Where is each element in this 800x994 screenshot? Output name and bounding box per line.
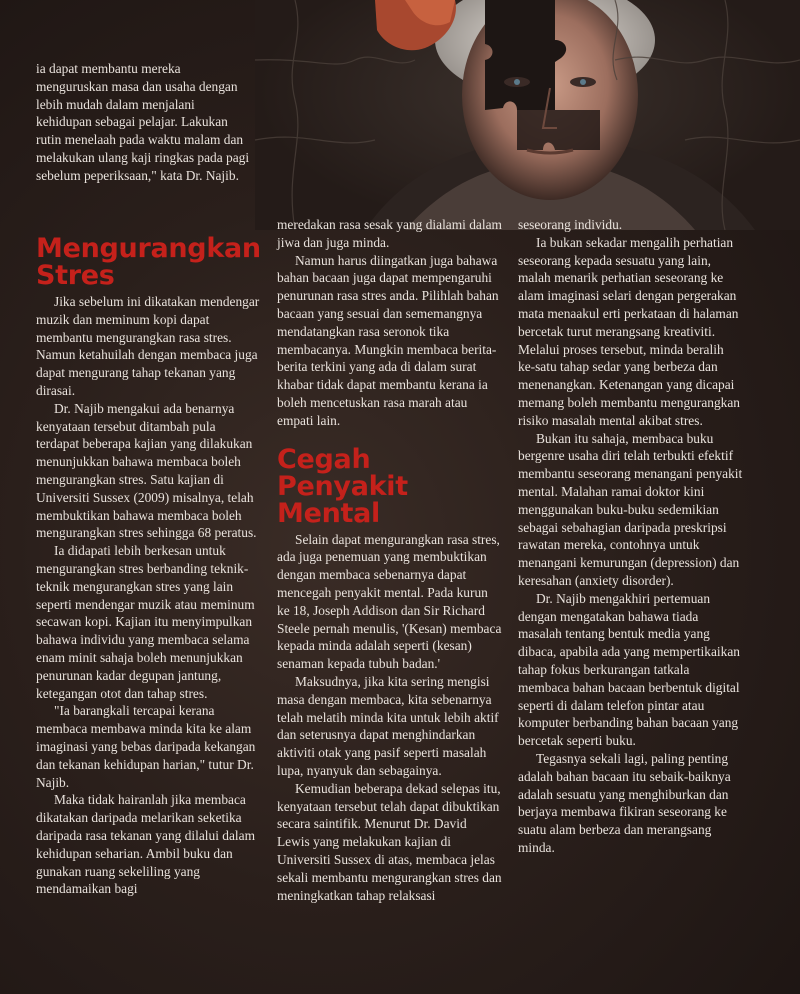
paragraph: Tegasnya sekali lagi, paling penting adalah bahan bacaan itu sebaik-baiknya adalah sesuatu yang menghiburkan dan berjaya membawa fikiran seseorang ke suatu alam berbeza dan merangsang minda.: [518, 750, 731, 855]
paragraph: Maksudnya, jika kita sering mengisi masa dengan membaca, kita sebenarnya telah melatih minda kita untuk lebih aktif dan seterusnya dapat menghindarkan aktiviti otak yang pasif seperti masalah lupa, nyanyuk dan sebagainya.: [277, 673, 499, 778]
paragraph: Jika sebelum ini dikatakan mendengar muzik dan meminum kopi dapat membantu mengurangkan rasa stres. Namun ketahuilah dengan membaca juga dapat mengurang tahap tekanan yang dirasai.: [36, 294, 260, 398]
puzzle-portrait-image: [255, 0, 800, 230]
paragraph: "Ia barangkali tercapai kerana membaca membawa minda kita ke alam imaginasi yang bebas daripada kekangan dan tekanan kehidupan harian," tutur Dr. Najib.: [36, 703, 256, 790]
puzzle-face-illustration: [255, 0, 800, 230]
paragraph: Bukan itu sahaja, membaca buku bergenre usaha diri telah terbukti efektif membantu seseorang menangani penyakit mental. Malahan ramai doktor kini menggunakan buku-buku sedemikian sebagai sebahagian daripada preskripsi rawatan mereka, contohnya untuk menangani kemurungan (depression) dan keresahan (anxiety disorder).: [518, 430, 743, 588]
section-heading-cegah-penyakit-mental: Cegah Penyakit Mental: [277, 443, 408, 529]
paragraph: Ia didapati lebih berkesan untuk mengurangkan stres berbanding teknik-teknik mengurangkan stres yang lain seperti mendengar muzik atau meminum secawan kopi. Kajian itu menyimpulkan bahawa individu yang membaca selama enam minit sahaja boleh menunjukkan penurunan kadar degupan jantung, ketegangan otot dan tahap stres.: [36, 543, 255, 701]
paragraph: Namun harus diingatkan juga bahawa bahan bacaan juga dapat mempengaruhi penurunan rasa stres anda. Pilihlah bahan bacaan yang sesuai dan sememangnya mendatangkan rasa seronok tika membacanya. Mungkin membaca berita-berita terkini yang ada di dalam surat khabar tidak dapat membantu kerana ia boleh mencetuskan rasa marah atau empati lain.: [277, 252, 499, 428]
paragraph-continued: meredakan rasa sesak yang dialami dalam jiwa dan juga minda.: [277, 217, 502, 250]
paragraph: Selain dapat mengurangkan rasa stres, ada juga penemuan yang membuktikan dengan membaca sebenarnya dapat mencegah penyakit mental. Pada kurun ke 18, Joseph Addison dan Sir Richard Steele pernah menulis, '(Kesan) membaca kepada minda adalah seperti (kesan) senaman kepada tubuh badan.': [277, 531, 502, 672]
intro-column: [36, 60, 251, 185]
section-heading-mengurangkan-stres: Mengurangkan Stres: [36, 233, 261, 291]
column-3: [518, 216, 744, 857]
paragraph: Maka tidak hairanlah jika membaca dikatakan daripada melarikan seketika daripada rasa tekanan yang dilalui dalam kehidupan seharian. Ambil buku dan gunakan ruang sekeliling yang mendamaikan bagi: [36, 792, 255, 897]
paragraph: Dr. Najib mengakhiri pertemuan dengan mengatakan bahawa tiada masalah tentang bentuk media yang dibaca, apabila ada yang mempertikaikan tahap fokus berkurangan tatkala membaca bahan bacaan berbentuk digital seperti di dalam telefon pintar atau komputer berbanding bahan bacaan yang bercetak seperti buku.: [518, 590, 740, 749]
paragraph: Ia bukan sekadar mengalih perhatian seseorang kepada sesuatu yang lain, malah menarik perhatian seseorang ke alam imaginasi selari dengan pergerakan mata menaakul erti perkataan di halaman bercetak turut merangsang kreativiti. Melalui proses tersebut, minda beralih ke-satu tahap sedar yang berbeza dan menenangkan. Ketenangan yang dicapai memang boleh membantu mengurangkan risiko masalah mental akibat stres.: [518, 234, 740, 428]
column-1: [36, 235, 260, 898]
paragraph-continued: seseorang individu.: [518, 217, 623, 232]
paragraph: Kemudian beberapa dekad selepas itu, kenyataan tersebut telah dapat dibuktikan secara saintifik. Menurut Dr. David Lewis yang melakukan kajian di Universiti Sussex di atas, membaca jelas sekali membantu mengurangkan stres dan meningkatkan tahap relaksasi: [277, 780, 502, 903]
paragraph: Dr. Najib mengakui ada benarnya kenyataan tersebut ditambah pula terdapat beberapa kajian yang dilakukan menunjukkan bahawa membaca boleh mengurangkan stres. Satu kajian di Universiti Sussex (2009) misalnya, telah membuktikan bahawa membaca boleh mengurangkan stres sehingga 68 peratus.: [36, 400, 257, 541]
column-2: [277, 216, 502, 904]
intro-paragraph: ia dapat membantu mereka menguruskan masa dan usaha dengan lebih mudah dalam menjalani kehidupan sebagai pelajar. Lakukan rutin menelaah pada waktu malam dan melakukan ulang kaji ringkas pada pagi sebelum peperiksaan," kata Dr. Najib.: [36, 61, 250, 183]
